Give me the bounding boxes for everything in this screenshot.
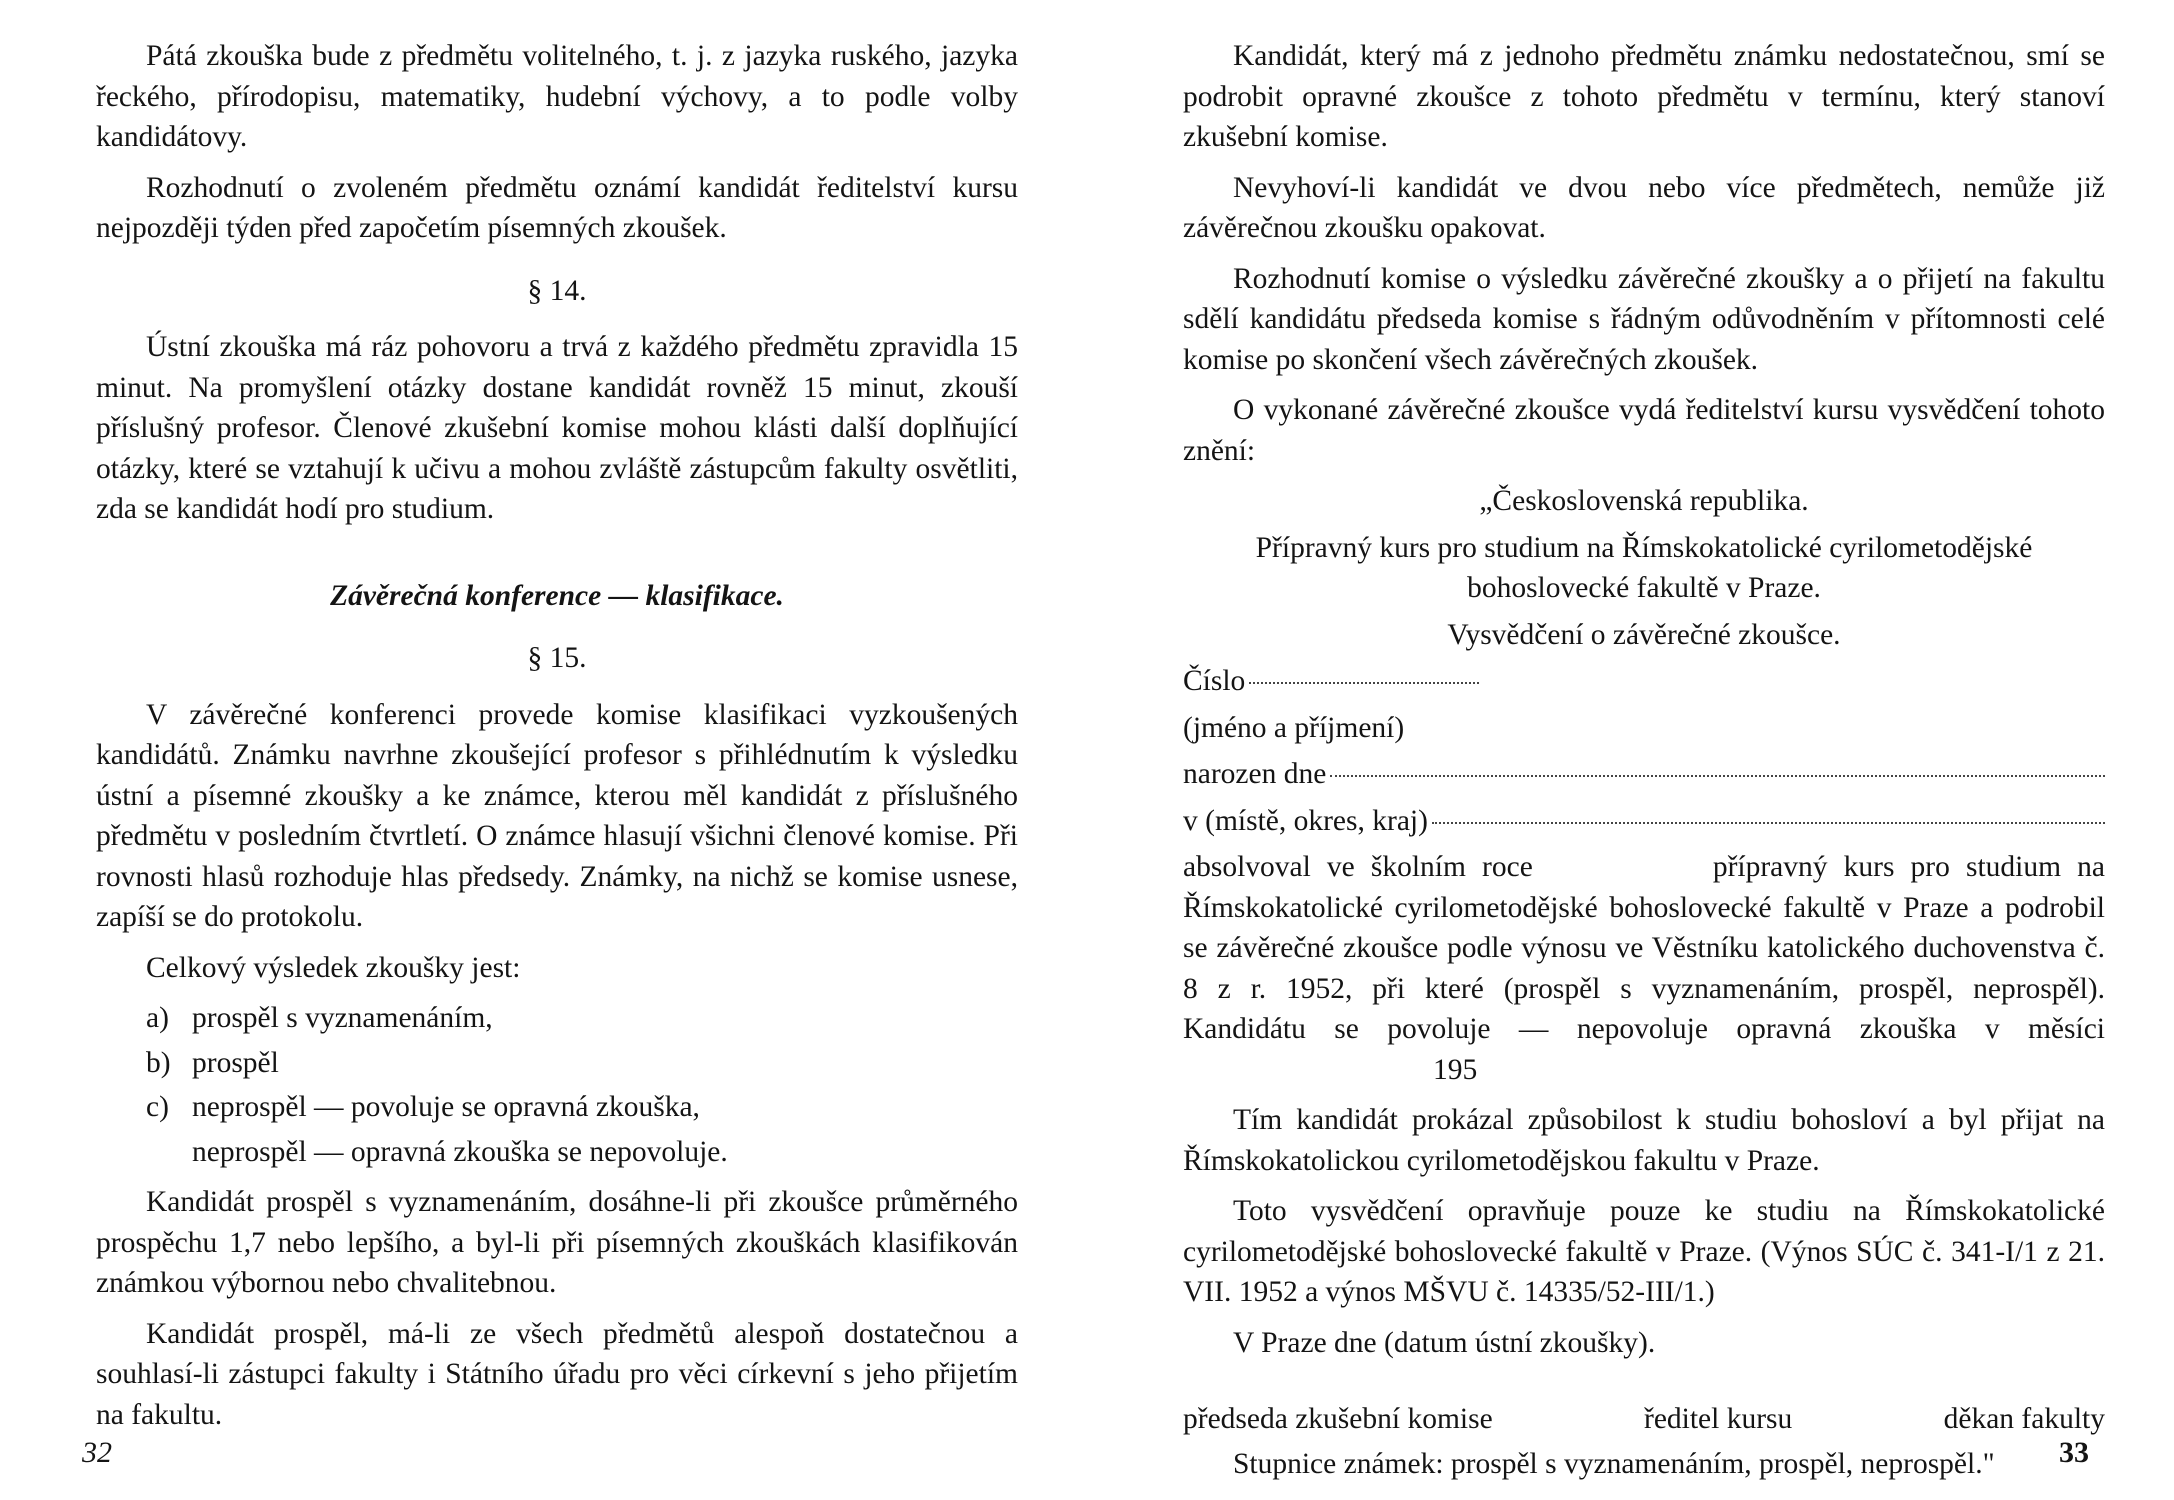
paragraph: Celkový výsledek zkoušky jest:: [146, 951, 521, 984]
paragraph: Kandidát, který má z jednoho předmětu známku nedostatečnou, smí se podrobit opravné zkoušce z tohoto předmětu v termínu, který stanoví zkušební komise.: [1183, 40, 2105, 153]
page-number: 33: [2059, 1436, 2089, 1469]
list-item: c) neprospěl — povoluje se opravná zkouška,: [146, 1091, 700, 1123]
blank-line: [1330, 775, 2105, 777]
paragraph: Rozhodnutí komise o výsledku závěrečné zkoušky a o přijetí na fakultu sdělí kandidátu předseda komise s řádným odůvodněním v přítomnosti celé komise po skončení všech závěrečných zkoušek.: [1183, 262, 2105, 376]
certificate-republic: „Československá republika.: [1479, 485, 1809, 517]
list-item: a) prospěl s vyznamenáním,: [146, 1002, 493, 1034]
paragraph: Rozhodnutí o zvoleném předmětu oznámí kandidát ředitelství kursu nejpozději týden před započetím písemných zkoušek.: [96, 171, 1018, 244]
signature-chairman: předseda zkušební komise: [1183, 1403, 1493, 1435]
paragraph: Pátá zkouška bude z předmětu volitelného, t. j. z jazyka ruského, jazyka řeckého, přírodopisu, matematiky, hudební výchovy, a to podle volby kandidátovy.: [96, 40, 1018, 153]
signature-director: ředitel kursu: [1644, 1403, 1793, 1435]
right-text-column: [1183, 36, 2105, 1494]
blank-line: [1249, 682, 1479, 684]
subheading: Závěrečná konference — klasifikace.: [330, 579, 784, 612]
section-heading: § 14.: [527, 274, 587, 307]
right-page: [1087, 0, 2174, 1500]
blank-line: [1432, 822, 2105, 824]
field-born: narozen dne: [1183, 754, 2105, 795]
result-list: [96, 998, 1018, 1172]
certificate-course: Přípravný kurs pro studium na Římskokatolické cyrilometodějské bohoslovecké fakultě v Praze.: [1255, 531, 2033, 604]
paragraph: V závěrečné konferenci provede komise klasifikaci vyzkoušených kandidátů. Známku navrhne zkoušející profesor s přihlédnutím k výsledku ústní a písemné zkoušky a ke známce, kterou měl kandidát z příslušného předmětu v posledním čtvrtletí. O známce hlasují všichni členové komise. Při rovnosti hlasů rozhoduje hlas předsedy. Známky, na nichž se komise usnese, zapíší se do protokolu.: [96, 698, 1018, 933]
certificate-title: Vysvědčení o závěrečné zkoušce.: [1447, 618, 1841, 651]
signature-dean: děkan fakulty: [1943, 1403, 2105, 1435]
field-name: (jméno a příjmení): [1183, 711, 1405, 744]
paragraph: O vykonané závěrečné zkoušce vydá ředitelství kursu vysvědčení tohoto znění:: [1183, 394, 2105, 467]
page-number: 32: [82, 1436, 112, 1469]
left-text-column: [96, 36, 1018, 1445]
section-heading: § 15.: [527, 642, 587, 674]
paragraph: Stupnice známek: prospěl s vyznamenáním, prospěl, neprospěl.": [1233, 1447, 1995, 1480]
certificate-body: absolvoval ve školním roce přípravný kurs pro studium na Římskokatolické cyrilometodějské bohoslovecké fakultě v Praze a podrobil se závěrečné zkoušce podle výnosu ve Věstníku katolického duchovenstva č. 8 z r. 1952, při které (prospěl s vyznamenáním, prospěl, neprospěl). Kandidátu se povoluje — nepovoluje opravná zkouška v měsíci195: [1183, 851, 2106, 1086]
list-item-continuation: neprospěl — opravná zkouška se nepovoluje.: [192, 1135, 728, 1168]
field-place: v (místě, okres, kraj): [1183, 801, 2105, 842]
paragraph: Tím kandidát prokázal způsobilost k studiu bohosloví a byl přijat na Římskokatolickou cyrilometodějskou fakultu v Praze.: [1183, 1104, 2105, 1177]
paragraph: Ústní zkouška má ráz pohovoru a trvá z každého předmětu zpravidla 15 minut. Na promyšlení otázky dostane kandidát rovněž 15 minut, zkouší příslušný profesor. Členové zkušební komise mohou klásti další doplňující otázky, které se vztahují k učivu a mohou zvláště zástupcům fakulty osvětliti, zda se kandidát hodí pro studium.: [96, 331, 1018, 525]
paragraph: Toto vysvědčení opravňuje pouze ke studiu na Římskokatolické cyrilometodějské bohoslovecké fakultě v Praze. (Výnos SÚC č. 341-I/1 z 21. VII. 1952 a výnos MŠVU č. 14335/52-III/1.): [1183, 1195, 2105, 1308]
paragraph: Kandidát prospěl s vyznamenáním, dosáhne-li při zkoušce průměrného prospěchu 1,7 nebo lepšího, a byl-li při písemných zkouškách klasifikován známkou výbornou nebo chvalitebnou.: [96, 1186, 1018, 1299]
field-number: Číslo: [1183, 661, 2105, 702]
signature-row: [1183, 1399, 2105, 1440]
list-item: b) prospěl: [146, 1046, 279, 1079]
paragraph: V Praze dne (datum ústní zkoušky).: [1233, 1326, 1656, 1359]
paragraph: Kandidát prospěl, má-li ze všech předmětů alespoň dostatečnou a souhlasí-li zástupci fakulty i Státního úřadu pro věci církevní s jeho přijetím na fakultu.: [96, 1317, 1018, 1431]
paragraph: Nevyhoví-li kandidát ve dvou nebo více předmětech, nemůže již závěrečnou zkoušku opakovat.: [1183, 171, 2105, 244]
